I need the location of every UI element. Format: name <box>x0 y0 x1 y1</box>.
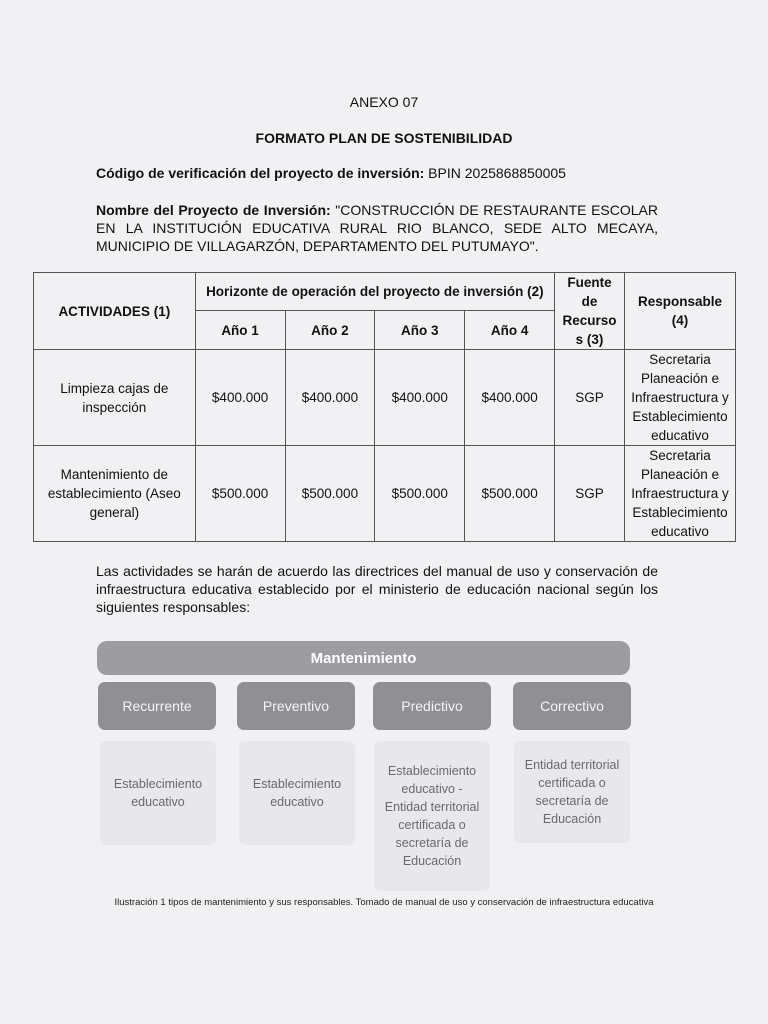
header-year: Año 3 <box>375 311 465 350</box>
activity-cell: Mantenimiento de establecimiento (Aseo general) <box>34 446 196 542</box>
type-recurrente: Recurrente <box>98 682 216 730</box>
value-cell: $500.000 <box>465 446 555 542</box>
activity-cell: Limpieza cajas de inspección <box>34 350 196 446</box>
type-correctivo: Correctivo <box>513 682 631 730</box>
project-name-value: "CONSTRUCCIÓN DE RESTAURANTE ESCOLAR EN LA INSTITUCIÓN EDUCATIVA RURAL RIO BLANCO, SEDE ALTO MECAYA, MUNICIPIO DE VILLAGARZÓN, DEPARTAMENTO DEL PUTUMAYO". <box>96 202 658 254</box>
responsible-cell: Secretaria Planeación e Infraestructura y Establecimiento educativo <box>624 446 735 542</box>
value-cell: $500.000 <box>195 446 285 542</box>
table-row <box>34 446 736 542</box>
figure-caption: Ilustración 1 tipos de mantenimiento y sus responsables. Tomado de manual de uso y conservación de infraestructura educativa <box>114 897 654 908</box>
value-cell: $500.000 <box>285 446 375 542</box>
header-source: Fuente de Recurso s (3) <box>555 273 625 350</box>
value-cell: $400.000 <box>465 350 555 446</box>
value-cell: $400.000 <box>195 350 285 446</box>
header-year: Año 2 <box>285 311 375 350</box>
header-responsible: Responsable (4) <box>624 273 735 350</box>
header-year: Año 1 <box>195 311 285 350</box>
value-cell: $400.000 <box>375 350 465 446</box>
code-value: BPIN 2025868850005 <box>424 165 566 181</box>
header-activities: ACTIVIDADES (1) <box>34 273 196 350</box>
responsible-predictivo: Establecimiento educativo - Entidad territorial certificada o secretaría de Educación <box>374 741 490 891</box>
value-cell: $500.000 <box>375 446 465 542</box>
diagram-title-bar: Mantenimiento <box>97 641 630 675</box>
source-cell: SGP <box>555 350 625 446</box>
verification-code <box>96 165 696 181</box>
table-row <box>34 350 736 446</box>
code-label: Código de verificación del proyecto de inversión: <box>96 165 425 181</box>
responsible-cell: Secretaria Planeación e Infraestructura y Establecimiento educativo <box>624 350 735 446</box>
annex-number: ANEXO 07 <box>349 94 419 110</box>
responsible-recurrente: Establecimiento educativo <box>100 741 216 845</box>
sustainability-table <box>33 272 736 542</box>
value-cell: $400.000 <box>285 350 375 446</box>
intro-paragraph: Las actividades se harán de acuerdo las directrices del manual de uso y conservación de infraestructura educativa establecido por el ministerio de educación nacional según los siguientes responsables: <box>96 563 658 615</box>
header-year: Año 4 <box>465 311 555 350</box>
type-preventivo: Preventivo <box>237 682 355 730</box>
document-title: FORMATO PLAN DE SOSTENIBILIDAD <box>255 130 513 146</box>
source-cell: SGP <box>555 446 625 542</box>
responsible-correctivo: Entidad territorial certificada o secretaría de Educación <box>514 741 630 843</box>
project-name <box>96 201 658 255</box>
header-horizon: Horizonte de operación del proyecto de inversión (2) <box>195 273 554 311</box>
project-name-label: Nombre del Proyecto de Inversión: <box>96 202 331 218</box>
responsible-preventivo: Establecimiento educativo <box>239 741 355 845</box>
type-predictivo: Predictivo <box>373 682 491 730</box>
table-header-row <box>34 273 736 311</box>
